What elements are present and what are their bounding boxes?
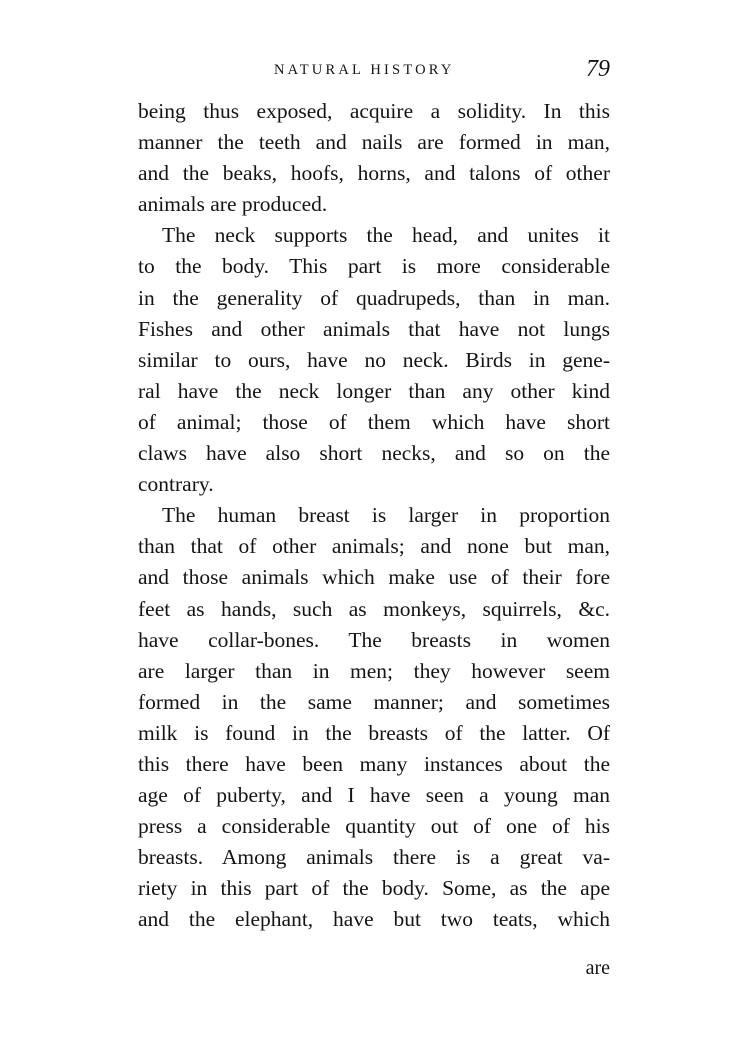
text-line: riety in this part of the body. Some, as the ape — [138, 876, 610, 901]
text-line: to the body. This part is more considerable — [138, 254, 610, 279]
text-line: are larger than in men; they however seem — [138, 658, 610, 683]
text-line: Fishes and other animals that have not lungs — [138, 316, 610, 341]
text-line: of animal; those of them which have short — [138, 409, 610, 434]
text-line: ral have the neck longer than any other kind — [138, 378, 610, 403]
running-title: NATURAL HISTORY — [274, 62, 455, 78]
text-line: The human breast is larger in proportion — [162, 503, 610, 528]
body-text — [138, 96, 610, 936]
text-line: milk is found in the breasts of the latter. Of — [138, 720, 610, 745]
text-line: and the beaks, hoofs, horns, and talons of other — [138, 161, 610, 186]
text-line: claws have also short necks, and so on the — [138, 441, 610, 466]
text-line: animals are produced. — [138, 192, 328, 217]
text-line: The neck supports the head, and unites it — [162, 223, 610, 248]
text-line: have collar-bones. The breasts in women — [138, 627, 610, 652]
paragraph — [138, 96, 610, 220]
text-line: breasts. Among animals there is a great va- — [138, 845, 610, 870]
text-line: press a considerable quantity out of one of his — [138, 814, 610, 839]
text-line: in the generality of quadrupeds, than in man. — [138, 285, 610, 310]
text-line: than that of other animals; and none but man, — [138, 534, 610, 559]
text-line: and the elephant, have but two teats, which — [138, 907, 610, 932]
catchword: are — [585, 957, 610, 979]
text-line: being thus exposed, acquire a solidity. In this — [138, 99, 610, 123]
page-number: 79 — [586, 56, 610, 82]
paragraph — [138, 500, 610, 935]
text-line: this there have been many instances about the — [138, 751, 610, 776]
text-line: manner the teeth and nails are formed in man, — [138, 130, 610, 155]
text-line: formed in the same manner; and sometimes — [138, 689, 610, 714]
text-line: age of puberty, and I have seen a young man — [138, 783, 610, 808]
text-line: and those animals which make use of their fore — [138, 565, 610, 590]
text-line: feet as hands, such as monkeys, squirrels, &c. — [138, 596, 610, 621]
text-line: similar to ours, have no neck. Birds in gene- — [138, 347, 610, 372]
paragraph — [138, 220, 610, 500]
text-line: contrary. — [138, 472, 214, 497]
page-header — [138, 56, 610, 90]
